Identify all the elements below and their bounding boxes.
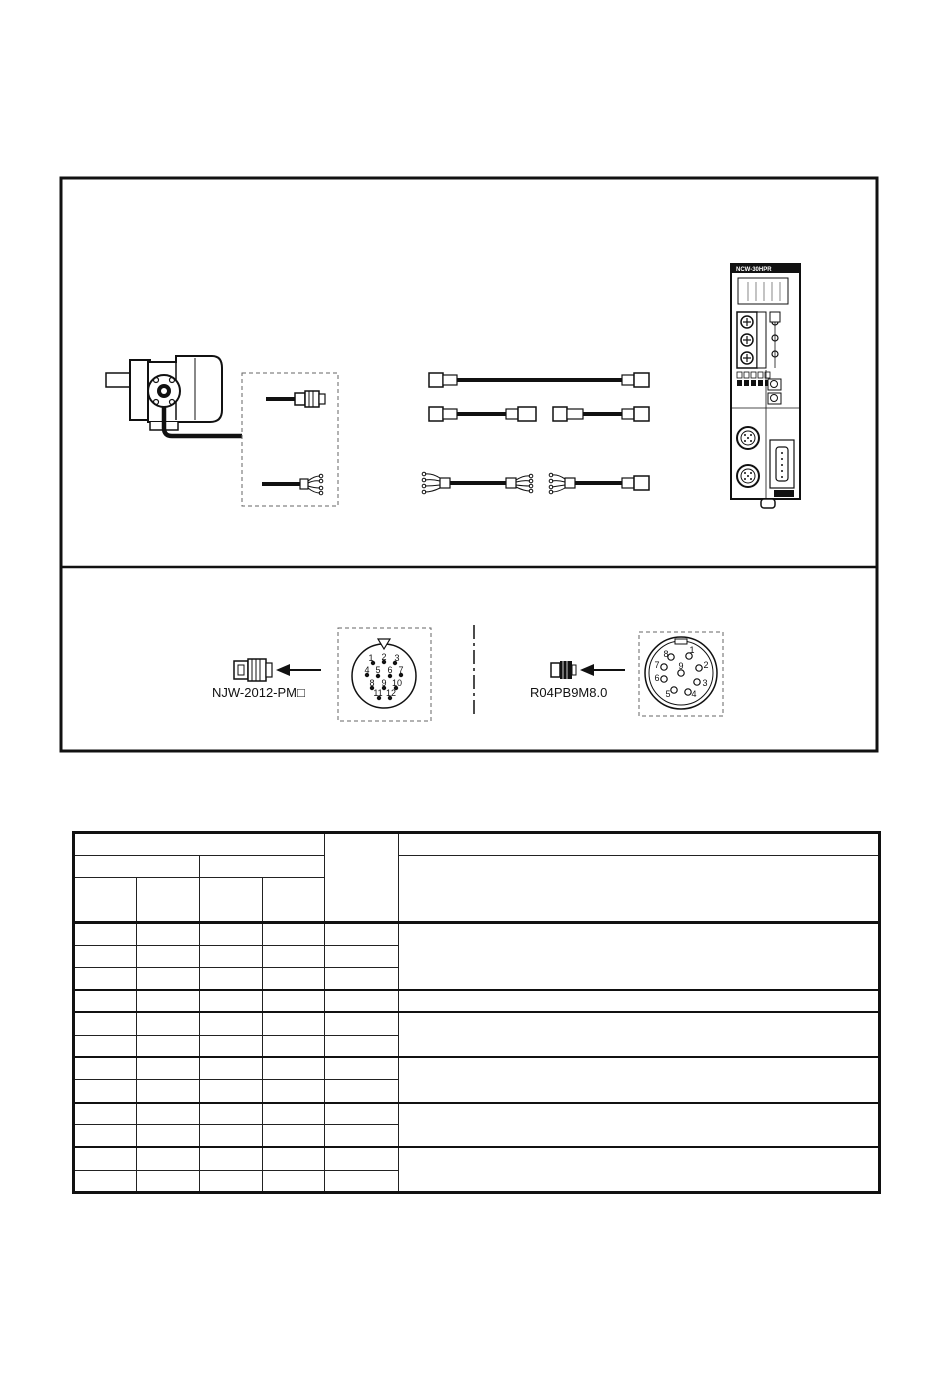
right-pin-5: 5 (665, 689, 671, 699)
header-col-1 (74, 878, 137, 922)
table-cell (137, 1057, 200, 1079)
header-group (74, 833, 325, 856)
table-cell (74, 1170, 137, 1192)
table-cell (74, 1012, 137, 1035)
table-cell (137, 1125, 200, 1147)
table-cell (137, 1103, 200, 1125)
table-cell (137, 1170, 200, 1192)
header-description-body (399, 856, 880, 923)
table-cell (325, 1012, 399, 1035)
table-cell (74, 1079, 137, 1102)
table-cell (200, 990, 263, 1012)
table-cell (263, 1147, 325, 1170)
table-cell (74, 968, 137, 990)
table-cell (74, 1057, 137, 1079)
table-cell (325, 922, 399, 945)
left-pin-9: 9 (381, 678, 387, 688)
table-cell (137, 1035, 200, 1057)
description-cell-c (399, 1012, 880, 1057)
option-flying-leads (262, 474, 323, 495)
table-cell (263, 945, 325, 967)
header-col-4 (263, 878, 325, 922)
left-pin-7: 7 (398, 665, 404, 675)
table-cell (263, 1079, 325, 1102)
table-cell (325, 1057, 399, 1079)
description-cell-e (399, 1103, 880, 1147)
table-cell (325, 1147, 399, 1170)
right-pin-9: 9 (678, 661, 684, 671)
right-pin-8: 8 (663, 649, 669, 659)
table-cell (325, 968, 399, 990)
left-pin-4: 4 (364, 665, 370, 675)
controller-model-text: NCW-30HPR (736, 267, 772, 273)
controller-module (731, 264, 800, 508)
table-cell (325, 990, 399, 1012)
left-pin-6: 6 (387, 665, 393, 675)
left-pin-2: 2 (381, 652, 387, 662)
table-cell (200, 1170, 263, 1192)
table-cell (325, 945, 399, 967)
header-description (399, 833, 880, 856)
table-cell (200, 1147, 263, 1170)
table-cell (74, 922, 137, 945)
description-cell-b (399, 990, 880, 1012)
right-connector-plug (551, 661, 576, 679)
left-pin-12: 12 (385, 688, 397, 698)
option-connector-plug (266, 391, 325, 407)
table-cell (137, 968, 200, 990)
table-cell (325, 1125, 399, 1147)
table-cell (74, 1147, 137, 1170)
left-connector-face (352, 639, 416, 708)
left-pin-11: 11 (373, 688, 383, 698)
right-pin-4: 4 (691, 689, 697, 699)
left-pin-5: 5 (375, 665, 381, 675)
table-cell (263, 1012, 325, 1035)
table-cell (200, 1057, 263, 1079)
left-pin-3: 3 (394, 653, 400, 663)
extension-cable-2a (429, 407, 536, 421)
table-cell (137, 945, 200, 967)
right-pin-3: 3 (702, 678, 708, 688)
right-connector-face (645, 637, 717, 709)
table-cell (200, 1125, 263, 1147)
table-cell (263, 1170, 325, 1192)
table-cell (74, 1103, 137, 1125)
left-connector-plug (234, 659, 272, 681)
extension-cable-2b (553, 407, 649, 421)
description-cell-f (399, 1147, 880, 1193)
left-pin-8: 8 (369, 678, 375, 688)
right-pin-6: 6 (654, 673, 660, 683)
table-cell (137, 1147, 200, 1170)
header-sub-b (200, 856, 325, 878)
table-cell (263, 1035, 325, 1057)
table-cell (263, 1057, 325, 1079)
table-cell (74, 990, 137, 1012)
table-cell (325, 1103, 399, 1125)
table-cell (200, 968, 263, 990)
table-cell (74, 1125, 137, 1147)
table-cell (200, 945, 263, 967)
table-cell (325, 1170, 399, 1192)
left-pin-1: 1 (368, 653, 374, 663)
description-cell-a (399, 922, 880, 990)
extension-cable-3b (549, 473, 649, 494)
header-sub-a (74, 856, 200, 878)
right-pin-1: 1 (689, 645, 695, 655)
table-cell (200, 922, 263, 945)
connector-option-box (242, 373, 338, 506)
description-cell-d (399, 1057, 880, 1102)
left-pin-10: 10 (391, 678, 403, 688)
table-cell (137, 990, 200, 1012)
right-arrow-icon (580, 664, 625, 676)
table-cell (137, 922, 200, 945)
encoder-motor (106, 356, 242, 436)
pin-assignment-table (72, 831, 881, 1194)
left-connector-model: NJW-2012-PM□ (212, 685, 305, 700)
table-cell (200, 1079, 263, 1102)
extension-cable-3a (422, 472, 533, 494)
table-cell (263, 990, 325, 1012)
header-col-2 (137, 878, 200, 922)
header-col-3 (200, 878, 263, 922)
table-cell (325, 1079, 399, 1102)
table-cell (74, 945, 137, 967)
table-cell (200, 1103, 263, 1125)
table-cell (74, 1035, 137, 1057)
right-connector-model: R04PB9M8.0 (530, 685, 608, 700)
table-cell (325, 1035, 399, 1057)
table-cell (200, 1035, 263, 1057)
table-cell (200, 1012, 263, 1035)
table-cell (263, 968, 325, 990)
table-cell (263, 1103, 325, 1125)
table-cell (263, 922, 325, 945)
right-pin-2: 2 (703, 660, 709, 670)
table-cell (137, 1079, 200, 1102)
table-cell (137, 1012, 200, 1035)
left-arrow-icon (276, 664, 321, 676)
extension-cable-1 (429, 373, 649, 387)
header-signal (325, 833, 399, 923)
right-pin-7: 7 (654, 660, 660, 670)
table-cell (263, 1125, 325, 1147)
